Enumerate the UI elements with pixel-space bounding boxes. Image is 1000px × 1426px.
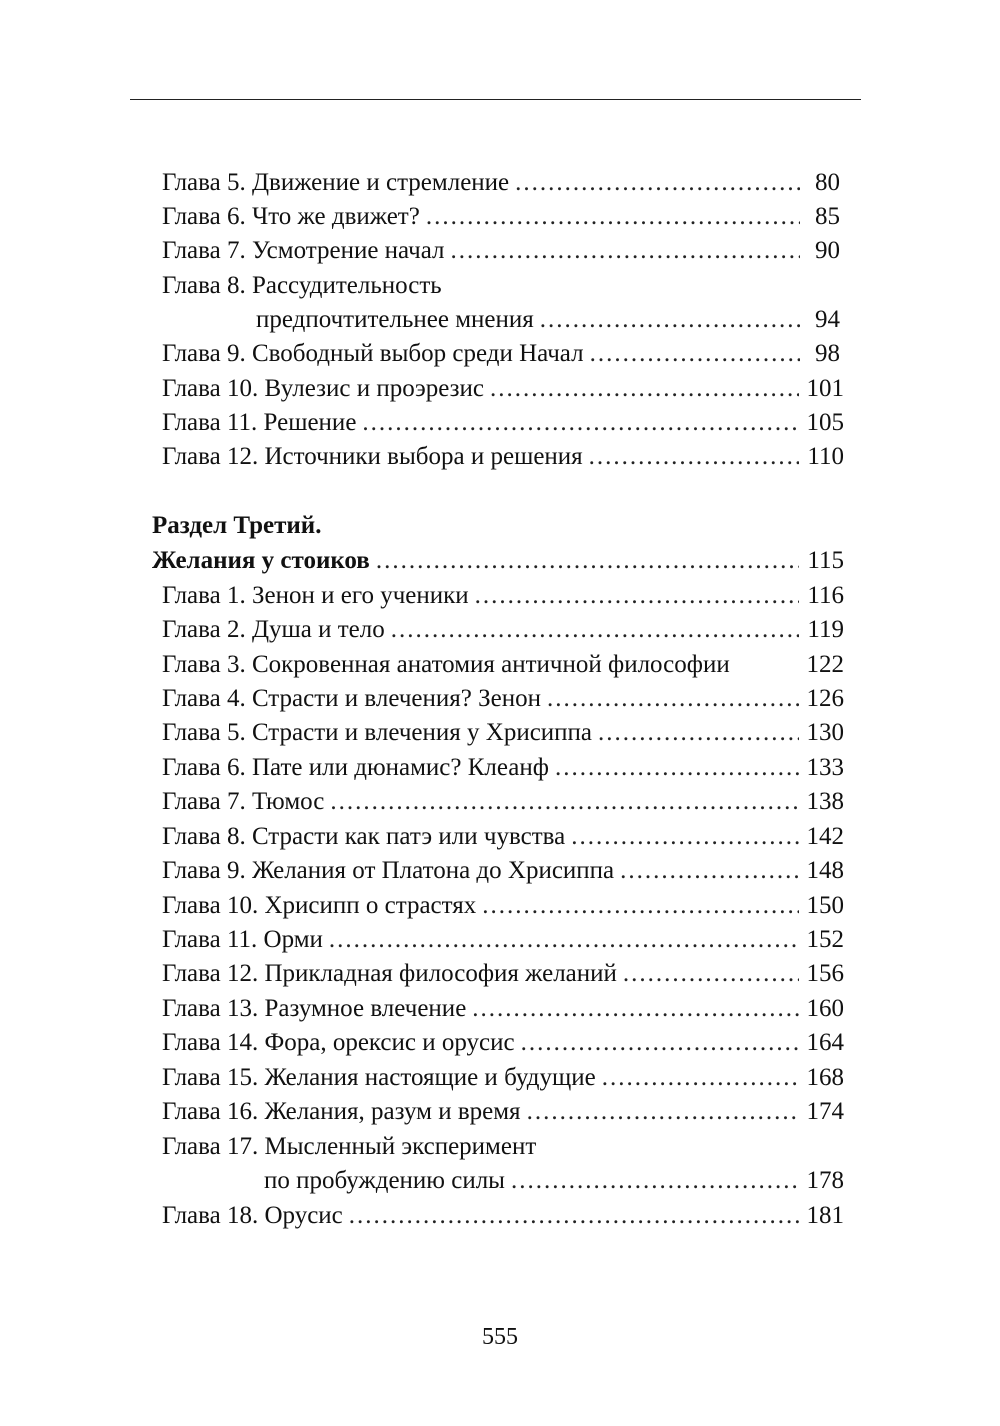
toc-entry-title: Глава 4. Страсти и влечения? Зенон xyxy=(162,685,541,712)
leader-dots xyxy=(490,372,799,406)
toc-entry-page: 130 xyxy=(806,719,844,746)
toc-entry-page: 174 xyxy=(806,1098,844,1125)
toc-entry-page: 110 xyxy=(807,443,844,470)
toc-entry xyxy=(162,406,844,440)
toc-entry-page: 80 xyxy=(815,169,840,196)
toc-entry-title: Глава 7. Усмотрение начал xyxy=(162,237,445,264)
toc-entry-title: Глава 2. Душа и тело xyxy=(162,616,385,643)
toc-entry-page: 133 xyxy=(806,754,844,781)
toc-entry-page: 105 xyxy=(806,409,844,436)
toc-entry-page: 119 xyxy=(807,616,844,643)
toc-entry xyxy=(162,854,844,888)
leader-dots xyxy=(590,337,800,371)
toc-entry-page: 101 xyxy=(806,375,844,402)
leader-dots xyxy=(515,166,800,200)
leader-dots xyxy=(589,440,800,474)
toc-entry-title: Глава 6. Пате или дюнамис? Клеанф xyxy=(162,754,549,781)
toc-entry-title: Глава 8. Страсти как патэ или чувства xyxy=(162,823,566,850)
toc-entry-page: 152 xyxy=(806,926,844,953)
toc-entry-title: Глава 6. Что же движет? xyxy=(162,203,420,230)
toc-entry-title: Глава 13. Разумное влечение xyxy=(162,995,467,1022)
leader-dots xyxy=(540,303,800,337)
toc-entry xyxy=(162,234,840,268)
toc-entry-title: Глава 12. Прикладная философия желаний xyxy=(162,960,617,987)
toc-entry xyxy=(264,1164,844,1198)
toc-entry-page: 168 xyxy=(806,1064,844,1091)
toc-entry-title: Глава 7. Тюмос xyxy=(162,788,325,815)
toc-entry-page: 148 xyxy=(806,857,844,884)
toc-entry xyxy=(162,820,844,854)
leader-dots xyxy=(426,200,800,234)
toc-entry-page: 142 xyxy=(806,823,844,850)
leader-dots xyxy=(511,1164,799,1198)
toc-entry xyxy=(162,1199,844,1233)
toc-entry xyxy=(162,579,844,613)
section-heading: Раздел Третий. xyxy=(152,512,322,539)
page-number: 555 xyxy=(482,1324,518,1350)
toc-entry xyxy=(162,889,844,923)
toc-entry-title: Глава 11. Орми xyxy=(162,926,323,953)
toc-entry-title: Глава 11. Решение xyxy=(162,409,357,436)
toc-entry xyxy=(162,751,844,785)
toc-entry xyxy=(162,1095,844,1129)
leader-dots xyxy=(620,854,798,888)
leader-dots xyxy=(330,785,798,819)
section-title-page: 115 xyxy=(807,547,844,574)
toc-entry-title: Глава 5. Страсти и влечения у Хрисиппа xyxy=(162,719,593,746)
leader-dots xyxy=(602,1061,799,1095)
toc-entry xyxy=(162,337,840,371)
toc-entry-title: Глава 5. Движение и стремление xyxy=(162,169,510,196)
toc-entry-page: 122 xyxy=(806,651,844,678)
toc-entry xyxy=(162,957,844,991)
toc-entry-page: 181 xyxy=(806,1202,844,1229)
toc-entry xyxy=(162,682,844,716)
toc-entry-page: 150 xyxy=(806,892,844,919)
toc-entry xyxy=(162,1026,844,1060)
toc-entry xyxy=(162,1061,844,1095)
toc-entry-title: Глава 10. Вулезис и проэрезис xyxy=(162,375,484,402)
toc-entry-title: Глава 18. Орусис xyxy=(162,1202,343,1229)
toc-entry-page: 85 xyxy=(815,203,840,230)
leader-dots xyxy=(329,923,799,957)
toc-entry-title: Глава 3. Сокровенная анатомия античной философии xyxy=(162,651,730,678)
toc-entry-page: 160 xyxy=(806,995,844,1022)
leader-dots xyxy=(376,544,800,578)
toc-entry xyxy=(162,648,844,682)
section-title-entry xyxy=(152,544,844,578)
toc-entry xyxy=(162,923,844,957)
toc-entry-title: Глава 14. Фора, орексис и орусис xyxy=(162,1029,515,1056)
leader-dots xyxy=(623,957,799,991)
toc-entry-title: Глава 9. Желания от Платона до Хрисиппа xyxy=(162,857,615,884)
toc-entry xyxy=(162,372,844,406)
leader-dots xyxy=(598,716,798,750)
toc-entry xyxy=(256,303,840,337)
leader-dots xyxy=(349,1199,799,1233)
toc-entry-page: 94 xyxy=(815,306,840,333)
toc-entry-title: Глава 10. Хрисипп о страстях xyxy=(162,892,477,919)
leader-dots xyxy=(482,889,798,923)
top-rule xyxy=(130,99,861,100)
section-title: Желания у стоиков xyxy=(152,547,370,574)
toc-entry-title-line1: Глава 8. Рассудительность xyxy=(162,272,442,299)
toc-entry xyxy=(162,613,844,647)
toc-entry-page: 126 xyxy=(806,685,844,712)
toc-entry-title: по пробуждению силы xyxy=(264,1167,505,1194)
toc-entry xyxy=(162,716,844,750)
leader-dots xyxy=(362,406,798,440)
leader-dots xyxy=(472,992,798,1026)
toc-entry-title-line1: Глава 17. Мысленный эксперимент xyxy=(162,1133,537,1160)
toc-entry xyxy=(162,440,844,474)
toc-entry-title: Глава 15. Желания настоящие и будущие xyxy=(162,1064,596,1091)
toc-entry-page: 138 xyxy=(806,788,844,815)
leader-dots xyxy=(547,682,799,716)
leader-dots xyxy=(391,613,800,647)
toc-entry-title: Глава 16. Желания, разум и время xyxy=(162,1098,521,1125)
toc-entry xyxy=(162,200,840,234)
toc-entry xyxy=(162,785,844,819)
toc-entry-page: 178 xyxy=(806,1167,844,1194)
toc-entry-page: 116 xyxy=(807,582,844,609)
leader-dots xyxy=(475,579,800,613)
leader-dots xyxy=(521,1026,799,1060)
toc-entry-page: 156 xyxy=(806,960,844,987)
toc-entry-title: Глава 1. Зенон и его ученики xyxy=(162,582,469,609)
toc-entry-page: 98 xyxy=(815,340,840,367)
toc-entry-title: Глава 9. Свободный выбор среди Начал xyxy=(162,340,584,367)
leader-dots xyxy=(527,1095,799,1129)
toc-entry-title: Глава 12. Источники выбора и решения xyxy=(162,443,583,470)
toc-entry-page: 90 xyxy=(815,237,840,264)
toc-entry xyxy=(162,166,840,200)
leader-dots xyxy=(571,820,798,854)
toc-entry xyxy=(162,992,844,1026)
toc-entry-title: предпочтительнее мнения xyxy=(256,306,534,333)
leader-dots xyxy=(451,234,800,268)
leader-dots xyxy=(555,751,799,785)
toc-entry-page: 164 xyxy=(806,1029,844,1056)
